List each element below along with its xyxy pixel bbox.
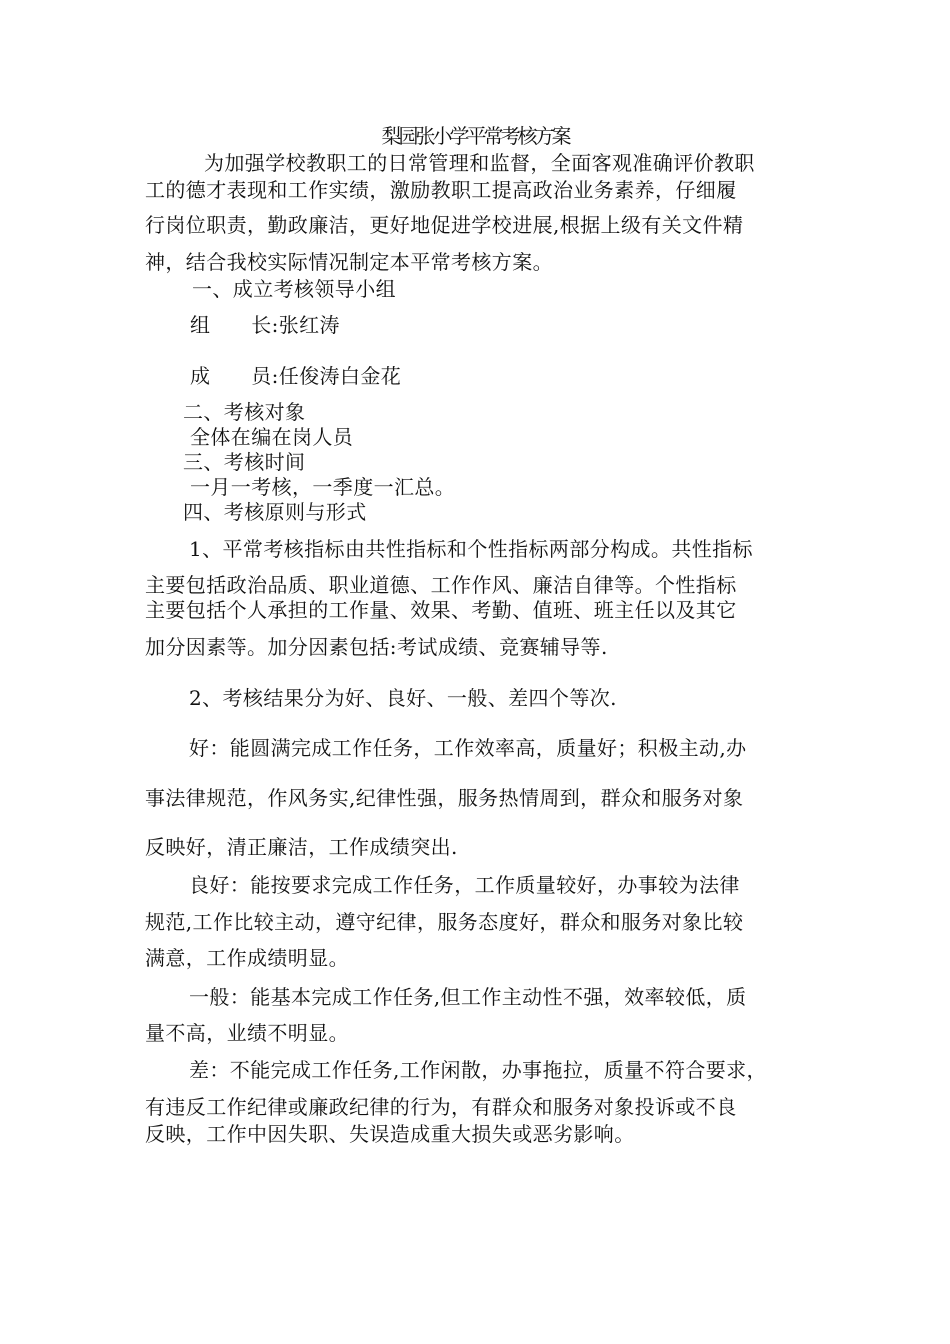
grade-good-line-2: 事法律规范，作风务实,纪律性强，服务热情周到，群众和服务对象	[145, 786, 744, 810]
grade-poor-line-3: 反映，工作中因失职、失误造成重大损失或恶劣影响。	[145, 1122, 635, 1146]
grade-average-line-2: 量不高，业绩不明显。	[145, 1021, 349, 1045]
leader-line: 组 长:张红涛	[190, 313, 340, 337]
item-2-line: 2、考核结果分为好、良好、一般、差四个等次.	[189, 686, 617, 710]
grade-good-line-1: 好：能圆满完成工作任务，工作效率高，质量好；积极主动,办	[189, 736, 747, 760]
section-2-heading: 二、考核对象	[183, 400, 306, 424]
section-2-content: 全体在编在岗人员	[190, 425, 354, 449]
members-line: 成 员:任俊涛白金花	[190, 364, 402, 388]
grade-good-line-3: 反映好，清正廉洁，工作成绩突出.	[145, 835, 458, 859]
grade-poor-line-2: 有违反工作纪律或廉政纪律的行为，有群众和服务对象投诉或不良	[145, 1095, 737, 1119]
grade-fair-good-line-1: 良好：能按要求完成工作任务，工作质量较好，办事较为法律	[189, 873, 740, 897]
grade-poor-line-1: 差：不能完成工作任务,工作闲散，办事拖拉，质量不符合要求，	[189, 1058, 767, 1082]
item-1-line-2: 主要包括政治品质、职业道德、工作作风、廉洁自律等。个性指标	[145, 573, 737, 597]
grade-fair-good-line-3: 满意，工作成绩明显。	[145, 946, 349, 970]
section-4-heading: 四、考核原则与形式	[183, 500, 367, 524]
item-1-line-3: 主要包括个人承担的工作量、效果、考勤、值班、班主任以及其它	[145, 598, 737, 622]
intro-line-3: 行岗位职责，勤政廉洁，更好地促进学校进展,根据上级有关文件精	[145, 213, 744, 237]
section-1-heading: 一、成立考核领导小组	[192, 277, 396, 301]
section-3-heading: 三、考核时间	[183, 450, 306, 474]
document-title: 梨园张小学平常考核方案	[381, 124, 569, 148]
item-1-line-1: 1、平常考核指标由共性指标和个性指标两部分构成。共性指标	[189, 537, 753, 561]
intro-line-4: 神，结合我校实际情况制定本平常考核方案。	[145, 250, 553, 274]
section-3-content: 一月一考核，一季度一汇总。	[190, 475, 456, 499]
intro-line-1: 为加强学校教职工的日常管理和监督，全面客观准确评价教职	[204, 151, 755, 175]
grade-fair-good-line-2: 规范,工作比较主动，遵守纪律，服务态度好，群众和服务对象比较	[145, 910, 744, 934]
intro-line-2: 工的德才表现和工作实绩，激励教职工提高政治业务素养，仔细履	[145, 178, 737, 202]
grade-average-line-1: 一般：能基本完成工作任务,但工作主动性不强，效率较低，质	[189, 985, 747, 1009]
item-1-line-4: 加分因素等。加分因素包括:考试成绩、竞赛辅导等.	[145, 635, 608, 659]
